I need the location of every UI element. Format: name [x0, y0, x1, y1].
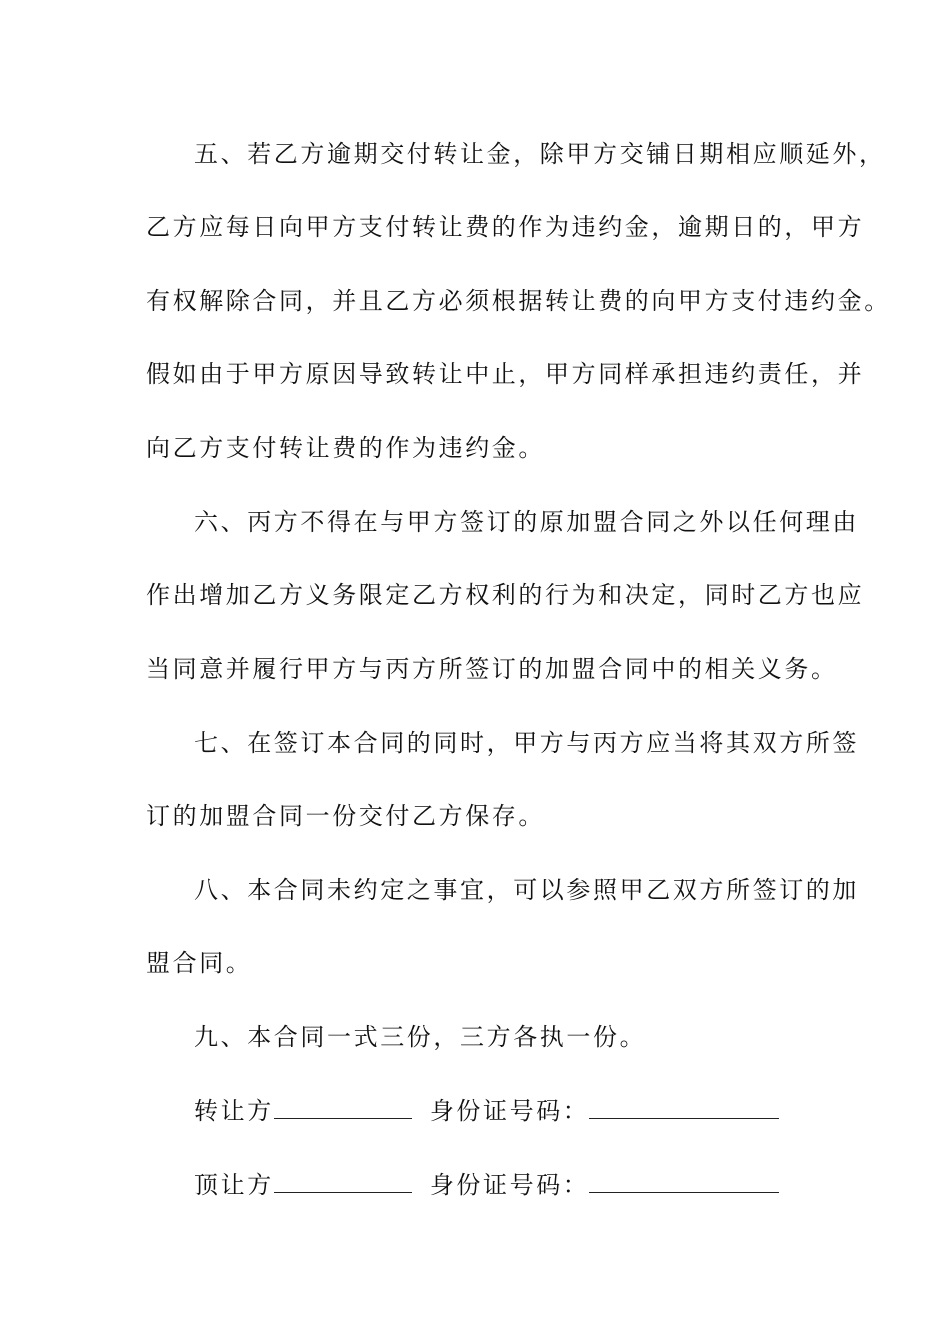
clause-5-line-5: 向乙方支付转让费的作为违约金。 — [146, 434, 545, 462]
clause-5-line-3: 有权解除合同，并且乙方必须根据转让费的向甲方支付违约金。 — [146, 287, 891, 315]
clause-5-line-1: 五、若乙方逾期交付转让金，除甲方交铺日期相应顺延外， — [194, 140, 886, 168]
clause-7-line-2: 订的加盟合同一份交付乙方保存。 — [146, 802, 545, 830]
clause-6-line-1: 六、丙方不得在与甲方签订的原加盟合同之外以任何理由 — [194, 508, 859, 536]
clause-5-line-4: 假如由于甲方原因导致转让中止，甲方同样承担违约责任，并 — [146, 360, 865, 388]
transferee-id-blank — [589, 1168, 779, 1193]
clause-7-line-1: 七、在签订本合同的同时，甲方与丙方应当将其双方所签 — [194, 729, 859, 757]
transferor-id-blank — [589, 1094, 779, 1119]
transferee-label: 顶让方 — [194, 1171, 274, 1199]
transferor-id-label: 身份证号码： — [429, 1097, 590, 1125]
clause-9-line-1: 九、本合同一式三份，三方各执一份。 — [194, 1023, 647, 1051]
clause-6-line-3: 当同意并履行甲方与丙方所签订的加盟合同中的相关义务。 — [146, 655, 838, 683]
transferor-signature-blank — [274, 1094, 412, 1119]
transferee-signature-blank — [274, 1168, 412, 1193]
clause-6-line-2: 作出增加乙方义务限定乙方权利的行为和决定，同时乙方也应 — [146, 581, 865, 609]
signature-row-transferee — [194, 1168, 779, 1201]
clause-8-line-1: 八、本合同未约定之事宜，可以参照甲乙双方所签订的加 — [194, 876, 859, 904]
signature-row-transferor — [194, 1094, 779, 1127]
transferor-label: 转让方 — [194, 1097, 274, 1125]
clause-5-line-2: 乙方应每日向甲方支付转让费的作为违约金，逾期日的，甲方 — [146, 213, 865, 241]
clause-8-line-2: 盟合同。 — [146, 949, 253, 977]
transferee-id-label: 身份证号码： — [429, 1171, 590, 1199]
